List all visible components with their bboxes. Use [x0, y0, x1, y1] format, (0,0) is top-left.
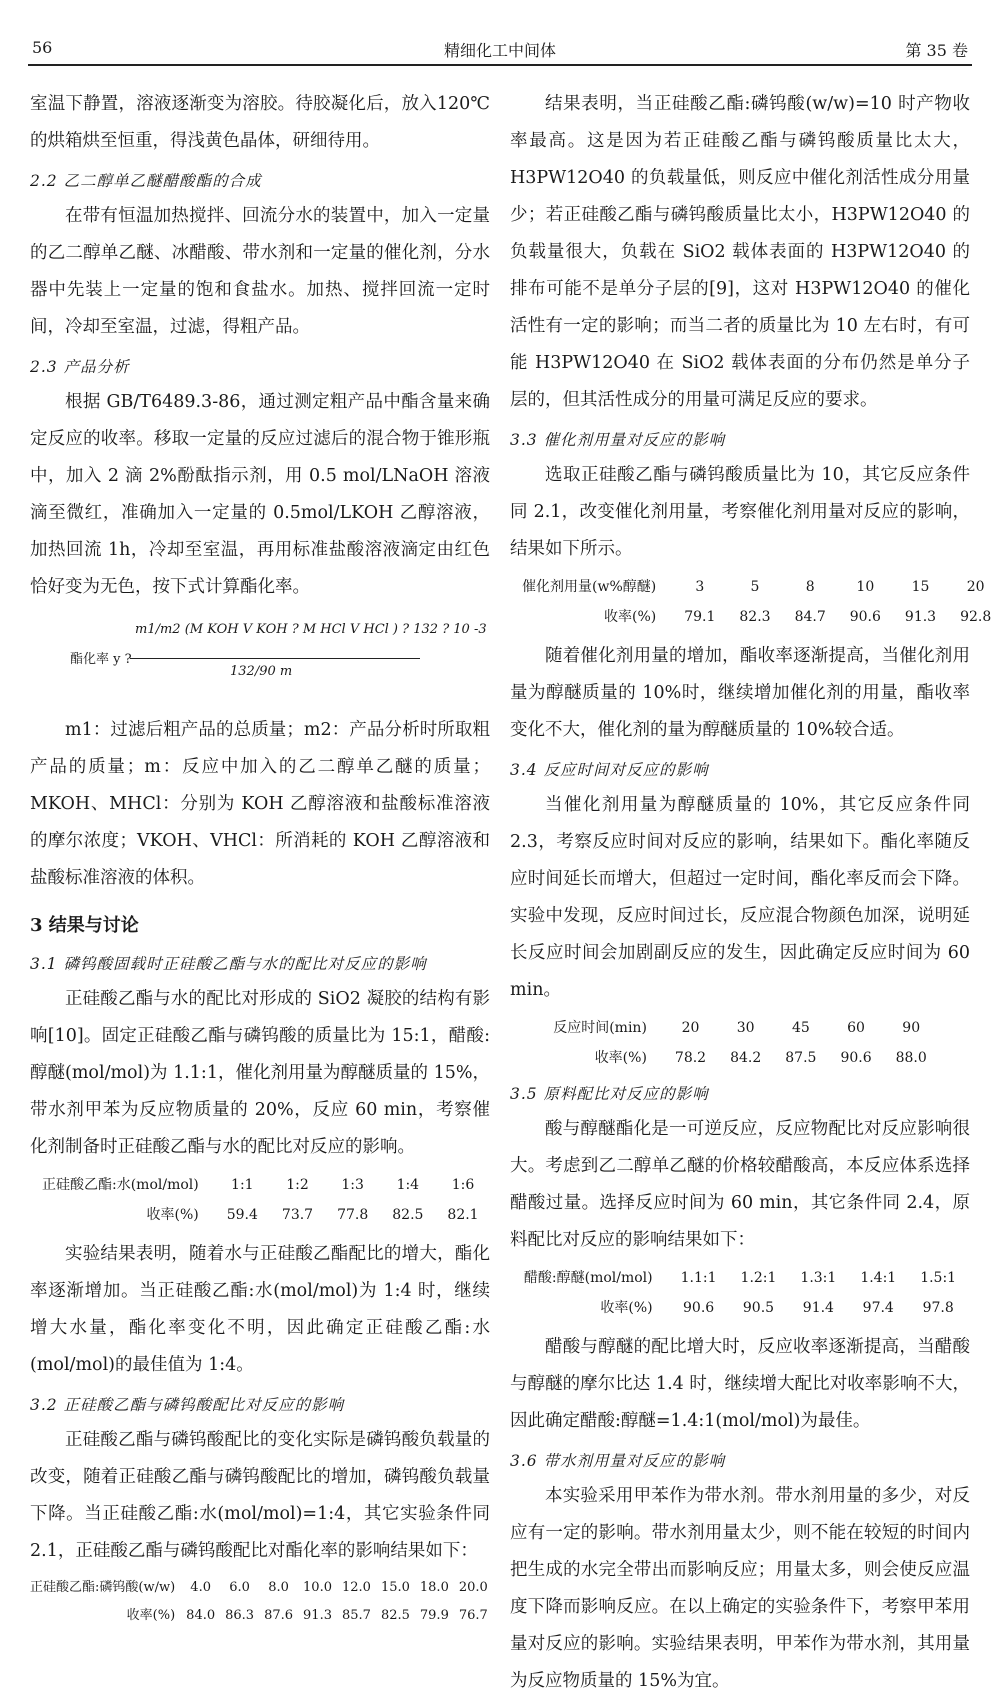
table-teos-hpa-ratio	[30, 1574, 493, 1630]
table-header-cell: 正硅酸乙酯:水(mol/mol)	[42, 1177, 199, 1193]
table-cell: 85.7	[341, 1608, 371, 1623]
esterification-formula	[30, 614, 490, 704]
table-cell: 59.4	[226, 1207, 258, 1223]
section-3-5-heading: 3.5 原料配比对反应的影响	[510, 1085, 709, 1103]
table-cell: 1.3:1	[800, 1270, 837, 1286]
table-row	[512, 1293, 968, 1323]
section-3-3-result: 随着催化剂用量的增加，酯收率逐渐提高，当催化剂用量为醇醚质量的 10%时，继续增加催化剂的用量，酯收率变化不大，催化剂的量为醇醚质量的 10%较合适。	[510, 646, 970, 740]
table-row	[510, 572, 1000, 602]
table-cell: 20	[966, 579, 985, 595]
section-2-2-text: 在带有恒温加热搅拌、回流分水的装置中，加入一定量的乙二醇单乙醚、冰醋酸、带水剂和一定量的催化剂，分水器中先装上一定量的饱和食盐水。加热、搅拌回流一定时间，冷却至室温，过滤，得粗产品。	[30, 206, 490, 337]
table-cell: 92.8	[960, 609, 992, 625]
table-cell: 90.5	[742, 1300, 775, 1316]
table-header-cell: 醋酸:醇醚(mol/mol)	[523, 1270, 653, 1286]
table-cell: 87.6	[264, 1608, 294, 1623]
table-cell: 1.2:1	[740, 1270, 777, 1286]
table-cell: 1:1	[231, 1177, 254, 1193]
table-cell: 97.8	[922, 1300, 954, 1316]
table-header-cell: 反应时间(min)	[553, 1020, 647, 1036]
section-3-5-text: 酸与醇醚酯化是一可逆反应，反应物配比对反应影响很大。考虑到乙二醇单乙醚的价格较醋酸高，本反应体系选择醋酸过量。选择反应时间为 60 min，其它条件同 2.4，原料配比对反应的影响结果如下：	[510, 1119, 970, 1250]
section-3-6-text: 本实验采用甲苯作为带水剂。带水剂用量的多少，对反应有一定的影响。带水剂用量太少，则不能在较短的时间内把生成的水完全带出而影响反应；用量太多，则会使反应温度下降而影响反应。在以上确定的实验条件下，考察甲苯用量对反应的影响。实验结果表明，甲苯作为带水剂，其用量为反应物质量的 15%为宜。	[510, 1486, 970, 1691]
section-3-4-heading: 3.4 反应时间对反应的影响	[510, 761, 709, 779]
table-cell: 77.8	[337, 1207, 369, 1223]
table-header-cell: 收率(%)	[126, 1608, 176, 1623]
section-3-3-text: 选取正硅酸乙酯与磷钨酸质量比为 10，其它反应条件同 2.1，改变催化剂用量，考察催化剂用量对反应的影响，结果如下所示。	[510, 465, 970, 559]
formula-numerator: m1/m2 (M KOH V KOH ? M HCl V HCl ) ? 132 ? 10 -3	[135, 622, 487, 637]
table-cell: 20.0	[458, 1580, 488, 1595]
table-cell: 1.4:1	[860, 1270, 897, 1286]
formula-denominator: 132/90 m	[230, 664, 293, 679]
table-cell: 90.6	[849, 609, 881, 625]
table-row	[30, 1200, 491, 1230]
section-3-2-discussion: 结果表明，当正硅酸乙酯:磷钨酸(w/w)=10 时产物收率最高。这是因为若正硅酸乙酯与磷钨酸质量比太大，H3PW12O40 的负载量低，则反应中催化剂活性成分用量少；若正硅酸乙酯与磷钨酸质量比太小，H3PW12O40 的负载量很大，负载在 SiO2 载体表面的 H3PW12O40 的排布可能不是单分子层的[9]，这对 H3PW12O40 的催化活性有一定的影响；而当二者的质量比为 10 左右时，有可能 H3PW12O40 在 SiO2 载体表面的分布仍然是单分子层的，但其活性成分的用量可满足反应的要求。	[510, 94, 970, 410]
table-cell: 90	[902, 1020, 921, 1036]
table-row	[541, 1043, 939, 1073]
table-feed-ratio	[512, 1263, 968, 1323]
table-cell: 6.0	[229, 1580, 250, 1595]
table-cell: 4.0	[190, 1580, 211, 1595]
table-cell: 1:2	[286, 1177, 309, 1193]
section-2-3-text: 根据 GB/T6489.3-86，通过测定粗产品中酯含量来确定反应的收率。移取一定量的反应过滤后的混合物于锥形瓶中，加入 2 滴 2%酚酞指示剂，用 0.5 mol/LNaOH 溶液滴至微红，准确加入一定量的 0.5mol/LKOH 乙醇溶液，加热回流 1h，冷却至室温，再用标准盐酸溶液滴定由红色恰好变为无色，按下式计算酯化率。	[30, 392, 490, 597]
section-3-5-result: 醋酸与醇醚的配比增大时，反应收率逐渐提高，当醋酸与醇醚的摩尔比达 1.4 时，继续增大配比对收率影响不大，因此确定醋酸:醇醚=1.4:1(mol/mol)为最佳。	[510, 1337, 970, 1431]
table-cell: 15	[911, 579, 930, 595]
table-cell: 79.9	[419, 1608, 449, 1623]
table-cell: 84.7	[794, 609, 826, 625]
table-row	[30, 1602, 493, 1630]
table-cell: 73.7	[281, 1207, 314, 1223]
table-cell: 15.0	[380, 1580, 410, 1595]
table-row	[510, 602, 1000, 632]
table-cell: 8	[805, 579, 815, 595]
left-column	[30, 86, 490, 1636]
table-teos-water-ratio	[30, 1170, 491, 1230]
table-cell: 79.1	[684, 609, 716, 625]
table-cell: 84.0	[186, 1608, 216, 1623]
table-reaction-time	[541, 1013, 939, 1073]
table-header-cell: 催化剂用量(w%醇醚)	[522, 579, 657, 595]
journal-title: 精细化工中间体	[443, 41, 556, 60]
table-cell: 1.1:1	[680, 1270, 717, 1286]
table-cell: 82.1	[447, 1207, 479, 1223]
table-cell: 30	[736, 1020, 755, 1036]
section-3-1-heading: 3.1 磷钨酸固载时正硅酸乙酯与水的配比对反应的影响	[30, 955, 427, 973]
table-header-cell: 收率(%)	[594, 1050, 647, 1066]
table-cell: 88.0	[895, 1050, 927, 1066]
page-number: 56	[32, 38, 53, 57]
table-cell: 1:4	[396, 1177, 420, 1193]
table-cell: 1.5:1	[920, 1270, 957, 1286]
table-cell: 90.6	[840, 1050, 872, 1066]
intro-paragraph: 室温下静置，溶液逐渐变为溶胶。待胶凝化后，放入120℃的烘箱烘至恒重，得浅黄色晶体，研细待用。	[30, 94, 490, 151]
right-column	[510, 86, 992, 1702]
table-cell: 10.0	[303, 1580, 332, 1595]
table-header-cell: 收率(%)	[600, 1300, 653, 1316]
section-2-2-heading: 2.2 乙二醇单乙醚醋酸酯的合成	[30, 172, 262, 190]
section-3-heading: 3 结果与讨论	[30, 915, 139, 936]
table-cell: 45	[791, 1020, 810, 1036]
table-cell: 91.4	[802, 1300, 834, 1316]
table-row	[30, 1574, 493, 1602]
section-2-3-heading: 2.3 产品分析	[30, 358, 130, 376]
table-cell: 82.5	[380, 1608, 410, 1623]
table-cell: 8.0	[268, 1580, 289, 1595]
table-row	[512, 1263, 968, 1293]
table-cell: 18.0	[419, 1580, 449, 1595]
table-cell: 87.5	[785, 1050, 817, 1066]
section-3-1-text: 正硅酸乙酯与水的配比对形成的 SiO2 凝胶的结构有影响[10]。固定正硅酸乙酯与磷钨酸的质量比为 15:1，醋酸:醇醚(mol/mol)为 1.1:1，催化剂用量为醇醚质量的 15%，带水剂甲苯为反应物质量的 20%，反应 60 min，考察催化剂制备时正硅酸乙酯与水的配比对反应的影响。	[30, 989, 490, 1157]
table-cell: 84.2	[730, 1050, 762, 1066]
table-cell: 82.3	[739, 609, 771, 625]
table-cell: 91.3	[303, 1608, 332, 1623]
table-cell: 12.0	[341, 1580, 371, 1595]
table-cell: 3	[695, 579, 705, 595]
table-cell: 20	[681, 1020, 700, 1036]
variable-definitions: m1：过滤后粗产品的总质量；m2：产品分析时所取粗产品的质量；m：反应中加入的乙二醇单乙醚的质量；MKOH、MHCl：分别为 KOH 乙醇溶液和盐酸标准溶液的摩尔浓度；VKOH、VHCl：所消耗的 KOH 乙醇溶液和盐酸标准溶液的体积。	[30, 720, 490, 888]
table-cell: 1:6	[451, 1177, 475, 1193]
section-3-4-text: 当催化剂用量为醇醚质量的 10%，其它反应条件同 2.3，考察反应时间对反应的影响，结果如下。酯化率随反应时间延长而增大，但超过一定时间，酯化率反而会下降。实验中发现，反应时间过长，反应混合物颜色加深，说明延长反应时间会加剧副反应的发生，因此确定反应时间为 60 min。	[510, 795, 970, 1000]
table-cell: 91.3	[904, 609, 937, 625]
section-3-3-heading: 3.3 催化剂用量对反应的影响	[510, 431, 726, 449]
section-3-1-result: 实验结果表明，随着水与正硅酸乙酯配比的增大，酯化率逐渐增加。当正硅酸乙酯:水(mol/mol)为 1:4 时，继续增大水量，酯化率变化不明，因此确定正硅酸乙酯:水(mol/mol)的最佳值为 1:4。	[30, 1244, 490, 1375]
table-cell: 10	[856, 579, 875, 595]
table-cell: 76.7	[458, 1608, 488, 1623]
table-header-cell: 正硅酸乙酯:磷钨酸(w/w)	[30, 1580, 176, 1595]
table-catalyst-dosage	[510, 572, 1000, 632]
fraction-bar	[130, 658, 420, 659]
table-cell: 97.4	[862, 1300, 894, 1316]
running-header	[28, 28, 972, 66]
table-row	[541, 1013, 939, 1043]
table-cell: 5	[750, 579, 760, 595]
table-row	[30, 1170, 491, 1200]
table-cell: 82.5	[392, 1207, 424, 1223]
section-3-6-heading: 3.6 带水剂用量对反应的影响	[510, 1452, 726, 1470]
table-cell: 60	[847, 1020, 865, 1036]
table-header-cell: 收率(%)	[603, 609, 657, 625]
section-3-2-text: 正硅酸乙酯与磷钨酸配比的变化实际是磷钨酸负载量的改变，随着正硅酸乙酯与磷钨酸配比的增加，磷钨酸负载量下降。当正硅酸乙酯:水(mol/mol)=1:4，其它实验条件同 2.1，正硅酸乙酯与磷钨酸配比对酯化率的影响结果如下：	[30, 1430, 490, 1561]
table-cell: 1:3	[341, 1177, 364, 1193]
table-cell: 78.2	[674, 1050, 707, 1066]
formula-lhs: 酯化率 y ?	[70, 652, 132, 667]
table-cell: 90.6	[683, 1300, 715, 1316]
section-3-2-heading: 3.2 正硅酸乙酯与磷钨酸配比对反应的影响	[30, 1396, 345, 1414]
table-cell: 86.3	[225, 1608, 255, 1623]
volume-label: 第 35 卷	[905, 41, 968, 60]
table-header-cell: 收率(%)	[146, 1207, 199, 1223]
